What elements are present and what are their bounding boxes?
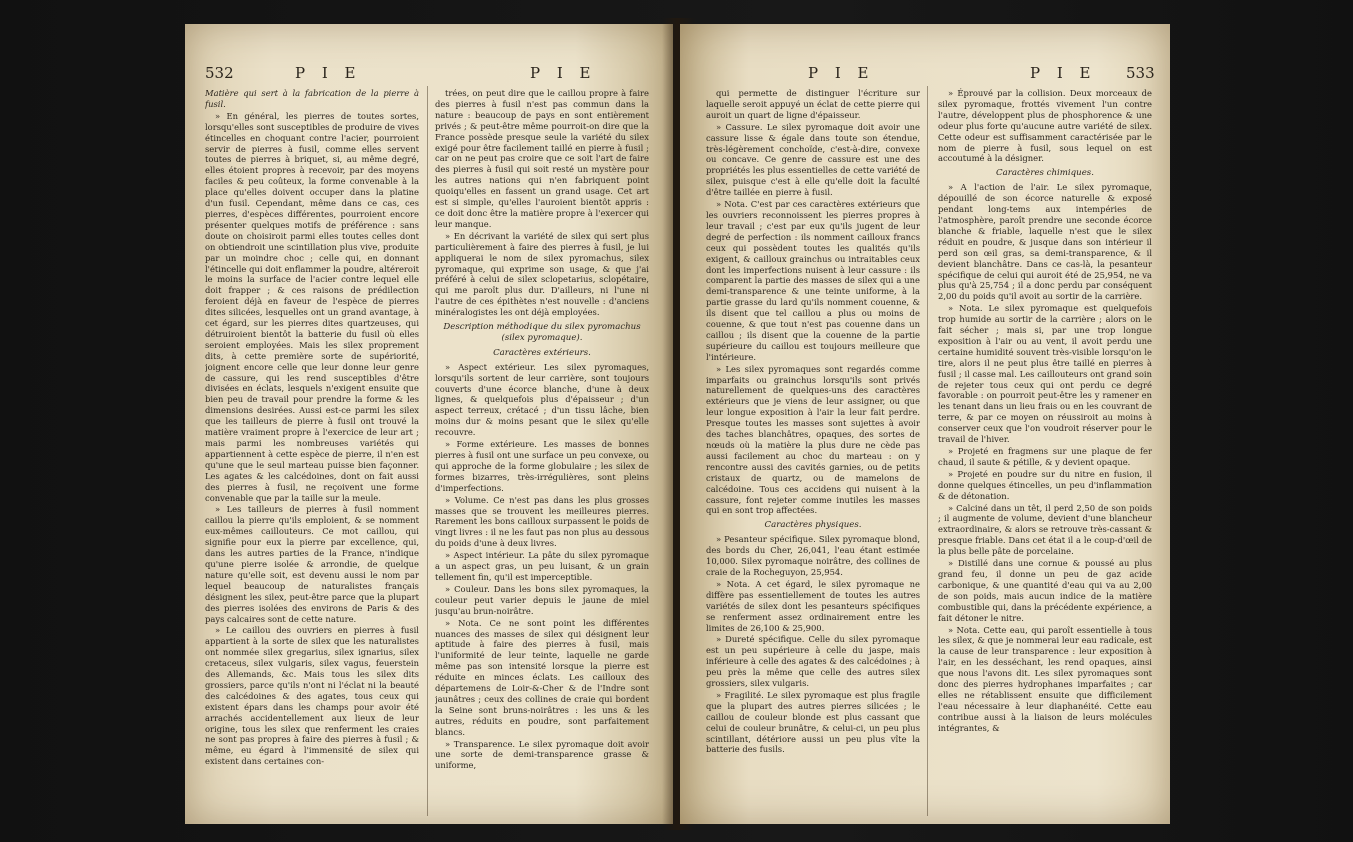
paragraph: Matière qui sert à la fabrication de la pierre à fusil. bbox=[205, 88, 419, 109]
paragraph: » Forme extérieure. Les masses de bonnes pierres à fusil ont une surface un peu convexe, ou qui approche de la forme globulaire ; les silex de formes bizarres, très-irrégulières, sont pleins d'imperfections. bbox=[435, 439, 649, 493]
paragraph: » Nota. Ce ne sont point les différentes nuances des masses de silex qui désignent leur aptitude à faire des pierres à fusil, mais l'uniformité de leur teinte, laquelle ne garde même pas son intensité lorsque la pierre est réduite en minces éclats. Les cailloux des départemens de Loir-&-Cher & de l'Indre sont jaunâtres ; ceux des collines de craie qui bordent la Seine sont bruns-noirâtres : les uns & les autres, réduits en poudre, sont parfaitement blancs. bbox=[435, 617, 649, 737]
right-page bbox=[680, 24, 1170, 824]
left-running-head-1: P I E bbox=[295, 64, 362, 82]
paragraph: trées, on peut dire que le caillou propre à faire des pierres à fusil n'est pas commun dans la nature : beaucoup de pays en sont entièrement privés ; & peut-être même pourroit-on dire que la France possède presque seule la variété du silex exigé pour être facilement taillé en pierre à fusil ; car on ne peut pas croire que ce soit l'art de faire des pierres à fusil qui soit resté un mystère pour les autres nations qui n'en fabriquent point quoiqu'elles en fassent un grand usage. Cet art est si simple, qu'elles l'auroient bientôt appris : ce doit donc être la matière propre à l'exercer qui leur manque. bbox=[435, 88, 649, 229]
paragraph: » Aspect extérieur. Les silex pyromaques, lorsqu'ils sortent de leur carrière, sont toujours couverts d'une écorce blanche, d'une à deux lignes, & quelquefois plus d'épaisseur ; d'un aspect terreux, crétacé ; d'un tissu lâche, bien moins dur & moins pesant que le silex qu'elle recouvre. bbox=[435, 361, 649, 438]
left-column-1 bbox=[205, 88, 419, 823]
column-rule bbox=[427, 86, 428, 816]
paragraph: » Nota. Cette eau, qui paroît essentielle à tous les silex, & que je nommerai leur eau radicale, est la cause de leur transparence : leur exposition à l'air, en les desséchant, les rend opaques, ainsi que nous l'avons dit. Les silex pyromaques sont donc des pierres hydrophanes imparfaites ; car elles ne rétablissent ensuite que difficilement l'eau nécessaire à leur diaphanéité. Cette eau contribue aussi à la liaison de leurs molécules intégrantes, & bbox=[938, 624, 1152, 733]
paragraph: » Fragilité. Le silex pyromaque est plus fragile que la plupart des autres pierres silicées ; le caillou de couleur blonde est plus cassant que celui de couleur brunâtre, & celui-ci, un peu plus scintillant, détériore aussi un peu plus vîte la batterie des fusils. bbox=[706, 689, 920, 755]
section-heading: Caractères physiques. bbox=[764, 520, 862, 531]
paragraph: qui permette de distinguer l'écriture sur laquelle seroit appuyé un éclat de cette pierre qui auroit un quart de ligne d'épaisseur. bbox=[706, 88, 920, 120]
left-page-number: 532 bbox=[205, 64, 234, 82]
paragraph: » Distillé dans une cornue & poussé au plus grand feu, il donne un peu de gaz acide carbonique, & une quantité d'eau qui va au 2,00 de son poids, mais aucun indice de la matière combustible qui, dans la précédente expérience, a fait détoner le nitre. bbox=[938, 558, 1152, 623]
section-heading: Caractères chimiques. bbox=[996, 168, 1094, 179]
left-column-2 bbox=[435, 88, 649, 823]
paragraph: » Volume. Ce n'est pas dans les plus grosses masses que se trouvent les meilleures pierres. Rarement les bons cailloux surpassent le poids de vingt livres : il ne les faut pas non plus au dessous du poids d'une à deux livres. bbox=[435, 494, 649, 549]
paragraph: » Pesanteur spécifique. Silex pyromaque blond, des bords du Cher, 26,041, l'eau étant estimée 10,000. Silex pyromaque noirâtre, des collines de craie de la Rocheguyon, 25,954. bbox=[706, 534, 920, 577]
paragraph: » Aspect intérieur. La pâte du silex pyromaque a un aspect gras, un peu luisant, & un grain tellement fin, qu'il est imperceptible. bbox=[435, 550, 649, 582]
paragraph: » Transparence. Le silex pyromaque doit avoir une sorte de demi-transparence grasse & uniforme, bbox=[435, 738, 649, 771]
right-page-number: 533 bbox=[1126, 64, 1155, 82]
paragraph: » Les silex pyromaques sont regardés comme imparfaits ou grainchus lorsqu'ils sont privés naturellement de quelques-uns des caractères extérieurs que je viens de leur assigner, ou que leur longue exposition à l'air la leur fait perdre. Presque toutes les masses sont sujettes à avoir des taches blanchâtres, opaques, des sortes de nœuds où la matière la plus dure ne cède pas aussi facilement au choc du marteau : on y rencontre aussi des cavités garnies, ou de petits cristaux de quartz, ou de mamelons de calcédoine. Tous ces accidens qui nuisent à la cassure, font rejeter comme inutiles les masses qui en sont trop affectées. bbox=[706, 363, 920, 516]
paragraph: » Nota. Le silex pyromaque est quelquefois trop humide au sortir de la carrière ; alors on le fait sécher ; mais si, par une trop longue exposition à l'air ou au vent, il avoit perdu une certaine humidité souvent très-visible lorsqu'on le tire, alors il ne peut plus être taillé en pierres à fusil ; il casse mal. Les caillouteurs ont grand soin de rejeter tous ceux qui ont perdu ce degré favorable : on pourroit peut-être les y ramener en les tenant dans un lieu frais ou en les couvrant de terre, & par ce moyen on réussiroit au moins à conserver ceux que l'on voudroit réserver pour le travail de l'hiver. bbox=[938, 303, 1152, 445]
paragraph: » Projeté en fragmens sur une plaque de fer chaud, il saute & pétille, & y devient opaque. bbox=[938, 446, 1152, 467]
paragraph: » Nota. A cet égard, le silex pyromaque ne diffère pas essentiellement de toutes les autres variétés de silex dont les pesanteurs spécifiques se renferment assez ordinairement entre les limites de 26,100 & 25,900. bbox=[706, 578, 920, 633]
paragraph: » A l'action de l'air. Le silex pyromaque, dépouillé de son écorce naturelle & exposé pendant long-tems aux intempéries de l'atmosphère, paroît prendre une seconde écorce blanche & friable, laquelle n'est que le silex réduit en poudre, & jusque dans son intérieur il perd son œil gras, sa demi-transparence, & il devient blanchâtre. Dans ce cas-là, la pesanteur spécifique de celui qui auroit été de 25,954, ne va plus qu'à 25,754 ; il a donc perdu par conséquent 2,00 du poids qu'il avoit au sortir de la carrière. bbox=[938, 182, 1152, 302]
paragraph: » Cassure. Le silex pyromaque doit avoir une cassure lisse & égale dans toute son étendue, très-légèrement conchoïde, c'est-à-dire, convexe ou concave. Ce genre de cassure est une des propriétés les plus essentielles de cette variété de silex, puisque c'est à elle qu'elle doit la faculté d'être taillée en pierre à fusil. bbox=[706, 121, 920, 198]
right-column-1 bbox=[706, 88, 920, 823]
right-running-head-1: P I E bbox=[808, 64, 875, 82]
paragraph: » Dureté spécifique. Celle du silex pyromaque est un peu supérieure à celle du jaspe, mais inférieure à celle des agates & des calcédoines ; à peu près la même que celle des autres silex grossiers, silex vulgaris. bbox=[706, 634, 920, 689]
right-column-2 bbox=[938, 88, 1152, 823]
paragraph: » Projeté en poudre sur du nitre en fusion, il donne quelques étincelles, un peu d'inflammation & de détonation. bbox=[938, 468, 1152, 501]
paragraph: » Couleur. Dans les bons silex pyromaques, la couleur peut varier depuis le jaune de miel jusqu'au brun-noirâtre. bbox=[435, 583, 649, 616]
column-rule bbox=[927, 86, 928, 816]
paragraph: » En décrivant la variété de silex qui sert plus particulièrement à faire des pierres à fusil, je lui appliquerai le nom de silex pyromachus, silex pyromaque, qui exprime son usage, & que j'ai préféré à celui de silex sclopetarius, sclopétaire, qui me paroît plus dur. D'ailleurs, ni l'une ni l'autre de ces épithètes n'est nouvelle : d'anciens minéralogistes les ont déjà employées. bbox=[435, 230, 649, 318]
right-running-head-2: P I E bbox=[1030, 64, 1097, 82]
paragraph: » Nota. C'est par ces caractères extérieurs que les ouvriers reconnoissent les pierres propres à leur travail ; c'est par eux qu'ils jugent de leur degré de perfection : ils nomment cailloux francs ceux qui possèdent toutes les qualités qu'ils exigent, & cailloux grainchus ou intraitables ceux dont les imperfections nuisent à leur cassure : ils comparent la partie des masses de silex qui a une demi-transparence & une teinte uniforme, à la partie grasse du lard qu'ils nomment couenne, & ils disent que tel caillou a plus ou moins de couenne, & que tout n'est pas couenne dans un caillou ; ils disent que la couenne de la partie supérieure du caillou est toujours meilleure que l'intérieure. bbox=[706, 199, 920, 362]
left-page bbox=[185, 24, 673, 824]
paragraph: » Éprouvé par la collision. Deux morceaux de silex pyromaque, frottés vivement l'un contre l'autre, développent plus de phosphorence & une odeur plus forte qu'aucune autre variété de silex. Cette odeur est suffisamment caractérisée par le nom de pierre à fusil, sous lequel on est accoutumé à la désigner. bbox=[938, 88, 1152, 164]
section-heading: Description méthodique du silex pyromachus (silex pyromaque). bbox=[443, 322, 641, 343]
paragraph: » Les tailleurs de pierres à fusil nomment caillou la pierre qu'ils emploient, & se nomment eux-mêmes caillouteurs. Ce mot caillou, qui signifie pour eux la pierre par excellence, qui, dans les autres parties de la France, n'indique qu'une pierre isolée & arrondie, de quelque nature qu'elle soit, est devenu aussi le nom par lequel beaucoup de naturalistes français désignent les silex, peut-être parce que la plupart des pierres isolées des environs de Paris & des pays calcaires sont de cette nature. bbox=[205, 504, 419, 624]
paragraph: » Le caillou des ouvriers en pierres à fusil appartient à la sorte de silex que les naturalistes ont nommée silex gregarius, silex ignarius, silex cretaceus, silex vulgaris, silex vagus, feuerstein des Allemands, &c. Mais tous les silex dits grossiers, parce qu'ils n'ont ni l'éclat ni la beauté des calcédoines & des agates, tous ceux qui existent épars dans les champs pour avoir été arrachés accidentellement aux lieux de leur origine, tous les silex que renferment les craies ne sont pas propres à faire des pierres à fusil ; & même, eu égard à l'immensité de silex qui existent dans certaines con- bbox=[205, 625, 419, 767]
section-heading: Caractères extérieurs. bbox=[493, 347, 591, 358]
paragraph: » En général, les pierres de toutes sortes, lorsqu'elles sont susceptibles de produire de vives étincelles en choquant contre l'acier, pourroient servir de pierres à fusil, comme elles servent toutes de pierres à briquet, si, au même degré, elles étoient propres à recevoir, par des moyens faciles & peu coûteux, la forme convenable à la place qu'elles doivent occuper dans la platine d'un fusil. Cependant, même dans ce cas, ces pierres, d'espèces différentes, pourroient encore présenter quelques motifs de préférence : sans doute on choisiroit parmi elles toutes celles dont on obtiendroit une scintillation plus vive, produite par un moindre choc ; celle qui, en donnant l'étincelle qui doit enflammer la poudre, altéreroit le moins la surface de l'acier contre lequel elle doit frapper ; & ces raisons de prédilection feroient déjà en faveur de l'espèce de pierres dites silicées, lesquelles ont un grand avantage, à cet égard, sur les pierres dites quartzeuses, qui détruiroient bientôt la batterie du fusil où elles seroient employées. Mais les silex proprement dits, à cette première sorte de supériorité, joignent encore celle que leur donne leur genre de cassure, qui les rend susceptibles d'être divisées en éclats, lesquels n'exigent ensuite que bien peu de travail pour prendre la forme & les dimensions desirées. Aussi est-ce parmi les silex que les tailleurs de pierre à fusil ont trouvé la matière vraiment propre à l'exercice de leur art ; mais parmi les nombreuses variétés qui appartiennent à cette espèce de pierre, il n'en est qu'une que le seul marteau puisse bien façonner. Les agates & les calcédoines, dont on fait aussi des pierres à fusil, ne reçoivent une forme convenable que par la taille sur la meule. bbox=[205, 110, 419, 503]
left-running-head-2: P I E bbox=[530, 64, 597, 82]
paragraph: » Calciné dans un têt, il perd 2,50 de son poids ; il augmente de volume, devient d'une blancheur extraordinaire, & alors se retrouve très-cassant & presque friable. Dans cet état il a le coup-d'œil de la plus belle pâte de porcelaine. bbox=[938, 502, 1152, 557]
